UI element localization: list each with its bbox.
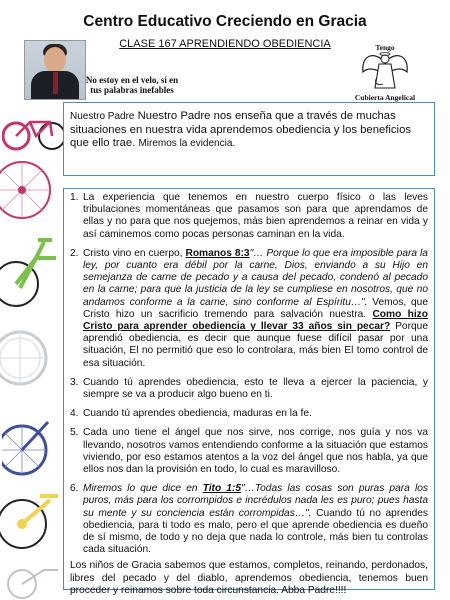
intro-box	[63, 102, 435, 176]
list-item: 5. Cada uno tiene el ángel que nos sirve, nos corrige, nos guía y nos va llevando, nosotros vamos entendiendo conforme a la situación que estamos viviendo, por eso estamos atentos a la voz del ángel que nos habla, ya que ellos nos dan la provisión en todo, lo cual es maravilloso.	[70, 427, 428, 476]
guardian-angel-icon	[355, 42, 415, 104]
list-item: 4. Cuando tú aprendes obediencia, maduras en la fe.	[70, 408, 312, 420]
list-item: 2. Cristo vino en cuerpo, Romanos 8:3"… Porque lo que era imposible para la ley, por cuanto era débil por la carne, Dios, enviando a su Hijo en semejanza de carne de pecado y a causa del pecado, condenó al pecado en la carne; para que la justicia de la ley se cumpliese en nosotros, que no andamos conforme a la carne, sino conforme al Espíritu…". Vemos, que Cristo hizo un sacrificio tremendo para salvación nuestra. Como hizo Cristo para aprender obediencia y llevar 33 años sin pecar? Porque aprendió obediencia, es decir que aunque fuese difícil pasar por una situación, El no permitió que eso lo controlara, más bien El tomo control de esa situación.	[70, 247, 428, 369]
lesson-box	[63, 188, 435, 596]
bicycle-icon	[2, 404, 64, 482]
bicycle-icon	[0, 150, 62, 225]
list-item: 6. Miremos lo que dice en Tito 1:5"…Todas las cosas son puras para los puros, más para los corrompidos e incrédulos nada les es puro; pues hasta su mente y su conciencia están corrompidas…". Cuando tú no aprendes obediencia, para ti todo es malo, pero el que aprende obediencia es dueño de sí mismo, de todo y no deja que nada lo controle, más bien tu controlas cada situación.	[70, 483, 428, 556]
list-item: 1. La experiencia que tenemos en nuestro cuerpo físico o las leves tribulaciones momentáneas que pasamos son para que aprendamos de ellas y no para que nos quejemos, más bien aprendemos a reinar en vida y así caminemos como pocas personas caminan en la vida.	[70, 192, 428, 240]
scripture-ref: Tito 1:5	[202, 483, 242, 495]
list-item: 3. Cuando tú aprendes obediencia, esto te lleva a ejercer la paciencia, y siempre se va a producir algo bueno en ti.	[70, 376, 428, 401]
closing-paragraph: Los niños de Gracia sabemos que estamos, completos, reinando, perdonados, libres del pecado y del diablo, aprendemos obediencia, tenemos buen proceder y reinamos sobre toda circunstancia. Abba Padre!!!!	[70, 560, 428, 596]
intro-lead: Nuestro Padre	[70, 111, 135, 122]
angel-logo-top: Tengo	[375, 43, 395, 52]
bicycle-icon	[0, 318, 62, 396]
lesson-list	[70, 192, 428, 556]
key-question: Como hizo Cristo para aprender obediencia y llevar 33 años sin pecar?	[83, 308, 428, 333]
bicycle-icon	[2, 556, 64, 600]
intro-text: Nuestro Padre nos enseña que a través de muchas situaciones en nuestra vida aprendemos obediencia y los beneficios que ello trae.	[70, 110, 412, 149]
intro-tail: Miremos la evidencia.	[138, 138, 236, 149]
class-subtitle: CLASE 167 APRENDIENDO OBEDIENCIA	[119, 38, 331, 50]
angel-logo-bottom: Cubierta Angelical	[355, 93, 415, 102]
bicycle-icon	[0, 228, 62, 310]
page-title: Centro Educativo Creciendo en Gracia	[83, 13, 367, 30]
photo-caption: No estoy en el velo, sí en tus palabras inefables	[85, 75, 179, 95]
pastor-photo	[24, 40, 86, 100]
bicycle-icon	[2, 104, 64, 154]
scripture-ref: Romanos 8:3	[185, 247, 250, 259]
bicycle-icon	[0, 488, 62, 560]
